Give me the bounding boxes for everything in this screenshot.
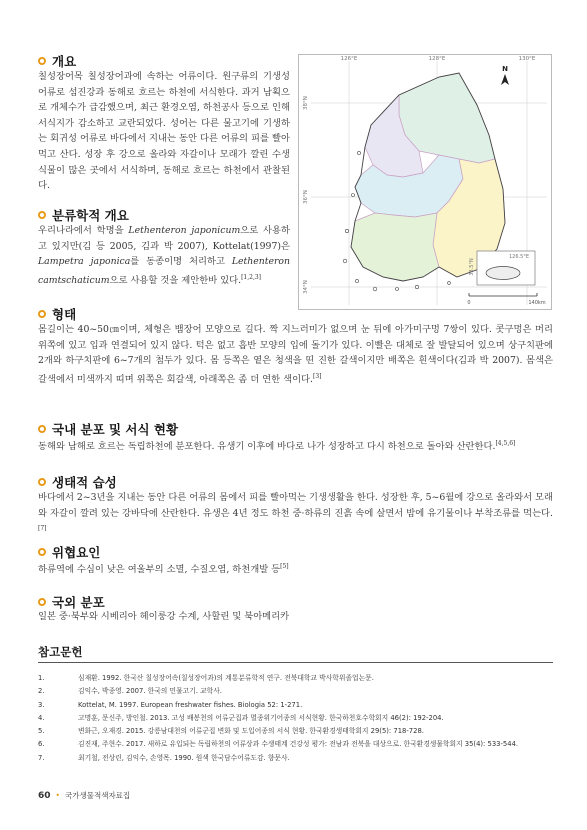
- bullet-circle-icon: [38, 211, 46, 219]
- island: [415, 285, 418, 288]
- island: [355, 279, 358, 282]
- reference-item: [38, 738, 553, 751]
- citation-ref: [7]: [38, 525, 47, 533]
- island: [343, 259, 347, 263]
- citation-ref: [1,2,3]: [241, 273, 262, 281]
- scientific-name: Lethenteron camtschaticum: [38, 256, 290, 286]
- lat-label: 36°N: [303, 190, 309, 204]
- section-title-text: 개요: [52, 54, 77, 69]
- text-run: 으로 사용하고 있지만(김 등 2005, 김과 박 2007), Kottelat(1997)은: [38, 225, 290, 252]
- section-title-morphology: [38, 305, 76, 323]
- references-title: 참고문헌: [38, 645, 83, 659]
- ecology-text: [38, 490, 553, 540]
- reference-item: [38, 672, 553, 685]
- morphology-text: [38, 322, 553, 387]
- citation-ref: [4,5,6]: [495, 440, 516, 447]
- north-arrow: [501, 65, 509, 85]
- island: [396, 288, 399, 291]
- text-run: 몸길이는 40~50㎝이며, 체형은 뱀장어 모양으로 길다. 짝 지느러미가 없으며 눈 뒤에 아가미구멍 7쌍이 있다. 콧구멍은 머리 위쪽에 있고 입과 연결되어 있지 않다. 턱은 없고 흡반 모양의 입에 돌기가 있다. 이빨은 대체로 잘 발달되어 있으며 상구치판에 2개와 하구치판에 6~7개의 첨두가 있다. 몸 등쪽은 옅은 청색을 띤 진한 갈색이지만 배쪽은 흰색이다(김과 박 2007). 몸색은 갈색에서 미색까지 띠며 위쪽은 회갈색, 아래쪽은 좀 더 연한 색이다.: [38, 324, 553, 385]
- page-number: 60: [38, 790, 51, 801]
- text-run: 동해와 남해로 흐르는 독립하천에 분포한다. 유생기 이후에 바다로 나가 성장하고 다시 하천으로 돌아와 산란한다.: [38, 441, 496, 453]
- north-label: N: [502, 65, 508, 73]
- island: [357, 151, 360, 154]
- lat-label: 38°N: [303, 96, 309, 110]
- section-title-ecology: [38, 473, 117, 491]
- section-title-taxonomy: [38, 206, 129, 224]
- section-title-text: 국내 분포 및 서식 현황: [52, 422, 179, 437]
- text-run: 바다에서 2~3년을 지내는 동안 다른 어류의 몸에서 피를 빨아먹는 기생생활을 한다. 성장한 후, 5~6월에 강으로 올라와서 모래와 자갈이 깔려 있는 강바닥에 산란한다. 유생은 4년 정도 하천 중·하류의 진흙 속에 살면서 밤에 유기물이나 부착조류를 먹는다.: [38, 492, 553, 519]
- reference-number: 2.: [38, 687, 45, 696]
- scale-label-start: 0: [467, 300, 471, 306]
- reference-item: [38, 685, 553, 698]
- citation-ref: [3]: [313, 372, 322, 380]
- reference-text: 김익수, 박종영. 2007. 한국의 민물고기. 교학사.: [78, 687, 222, 696]
- lon-label: 130°E: [518, 56, 536, 62]
- reference-item: [38, 712, 553, 725]
- island: [352, 194, 355, 197]
- bullet-circle-icon: [38, 478, 46, 486]
- map-regions: [351, 73, 505, 281]
- section-title-text: 형태: [52, 307, 77, 322]
- region-jeolla: [351, 213, 439, 281]
- references-list: [38, 672, 553, 765]
- reference-item: [38, 752, 553, 765]
- inset-lon-label: 126.5°E: [509, 254, 529, 260]
- text-run: 으로 사용할 것을 제안한바 있다.: [109, 274, 242, 286]
- inset-lat-label: 33.5°N: [469, 258, 475, 276]
- publication-title: 국가생물적색자료집: [64, 791, 131, 800]
- island: [448, 282, 451, 285]
- reference-number: 6.: [38, 740, 45, 749]
- north-arrow-icon: [501, 74, 509, 85]
- page-footer: [38, 790, 130, 801]
- scientific-name: Lampetra japonica: [38, 256, 131, 268]
- section-title-overview: [38, 52, 76, 70]
- bullet-circle-icon: [38, 425, 46, 433]
- reference-item: [38, 699, 553, 712]
- region-jeju: [486, 267, 520, 280]
- section-title-text: 생태적 습성: [52, 475, 117, 490]
- reference-text: 변화근, 오재경. 2015. 강릉남대천의 어류군집 변화 및 도입어종의 서식 현황. 한국환경생태학회지 29(5): 718-728.: [78, 727, 424, 736]
- reference-text: 김진재, 주현수. 2017. 새하로 유입되는 독립하천의 어류상과 수생태계 건강성 평가: 전남과 전북을 대상으로. 한국환경생물학회지 35(4): 533-544.: [78, 740, 519, 749]
- bullet-circle-icon: [38, 310, 46, 318]
- reference-number: 1.: [38, 674, 45, 682]
- threats-text: [38, 559, 553, 578]
- jeju-inset: [469, 251, 535, 285]
- reference-number: 7.: [38, 753, 45, 762]
- island: [345, 229, 348, 232]
- island: [373, 287, 377, 291]
- lon-label: 126°E: [340, 56, 358, 62]
- bullet-circle-icon: [38, 57, 46, 65]
- reference-number: 4.: [38, 713, 45, 722]
- reference-text: 고명훈, 문신주, 방인철. 2013. 고성 배봉천의 어류군집과 멸종위기어종의 서식현황. 한국하천호수학회지 46(2): 192-204.: [78, 713, 444, 722]
- reference-text: 최기철, 전상린, 김익수, 손영목. 1990. 원색 한국담수어류도감. 향문사.: [78, 753, 290, 762]
- section-title-text: 위협요인: [52, 545, 101, 560]
- reference-item: [38, 725, 553, 738]
- reference-number: 3.: [38, 700, 45, 709]
- references-divider: [38, 662, 553, 663]
- text-run: 하류역에 수심이 낮은 여울부의 소멸, 수질오염, 하천개발 등: [38, 564, 281, 576]
- citation-ref: [5]: [280, 563, 289, 570]
- overview-text: 칠성장어목 칠성장어과에 속하는 어류이다. 원구류의 기생성 어류로 섬진강과 동해로 흐르는 하천에 서식한다. 과거 남획으로 개체수가 급감했으며, 최근 환경오염, 하천공사 등으로 인해 서식지가 감소하고 교란되었다. 성어는 다른 물고기에 기생하는 회귀성 어류로 바다에서 지내는 동안 다른 어류의 피를 빨아먹고 산다. 성장 후 강으로 올라와 자갈이나 모래가 깔린 수생식물이 많은 곳에서 서식하며, 동해로 흐르는 하천에서 관찰된다.: [38, 71, 290, 192]
- section-title-text: 분류학적 개요: [52, 208, 129, 223]
- korea-map-svg: [299, 55, 551, 309]
- abroad-text: 일본 중·북부와 시베리아 헤이룽강 수계, 사할린 및 북아메리카: [38, 611, 290, 622]
- reference-text: 심재환. 1992. 한국산 칠성장어속(칠성장어과)의 계통분류학적 연구. 전북대학교 박사학위졸업논문.: [78, 674, 374, 682]
- reference-text: Kottelat, M. 1997. European freshwater fishes. Biologia 52: 1-271.: [78, 700, 303, 709]
- reference-number: 5.: [38, 727, 45, 736]
- lon-label: 128°E: [428, 56, 446, 62]
- bullet-circle-icon: [38, 548, 46, 556]
- bullet-circle-icon: [38, 598, 46, 606]
- scale-label-end: 140km: [528, 300, 546, 306]
- text-run: 우리나라에서 학명을: [38, 225, 129, 236]
- section-title-text: 국외 분포: [52, 595, 105, 610]
- distribution-map: [298, 54, 552, 310]
- text-run: 를 동종이명 처리하고: [130, 256, 232, 268]
- taxonomy-text: [38, 223, 290, 288]
- scientific-name: Lethenteron japonicum: [128, 225, 241, 236]
- distribution-text: [38, 436, 553, 455]
- scale-bar: [467, 293, 545, 306]
- lat-label: 34°N: [303, 280, 309, 294]
- footer-separator: •: [55, 791, 60, 800]
